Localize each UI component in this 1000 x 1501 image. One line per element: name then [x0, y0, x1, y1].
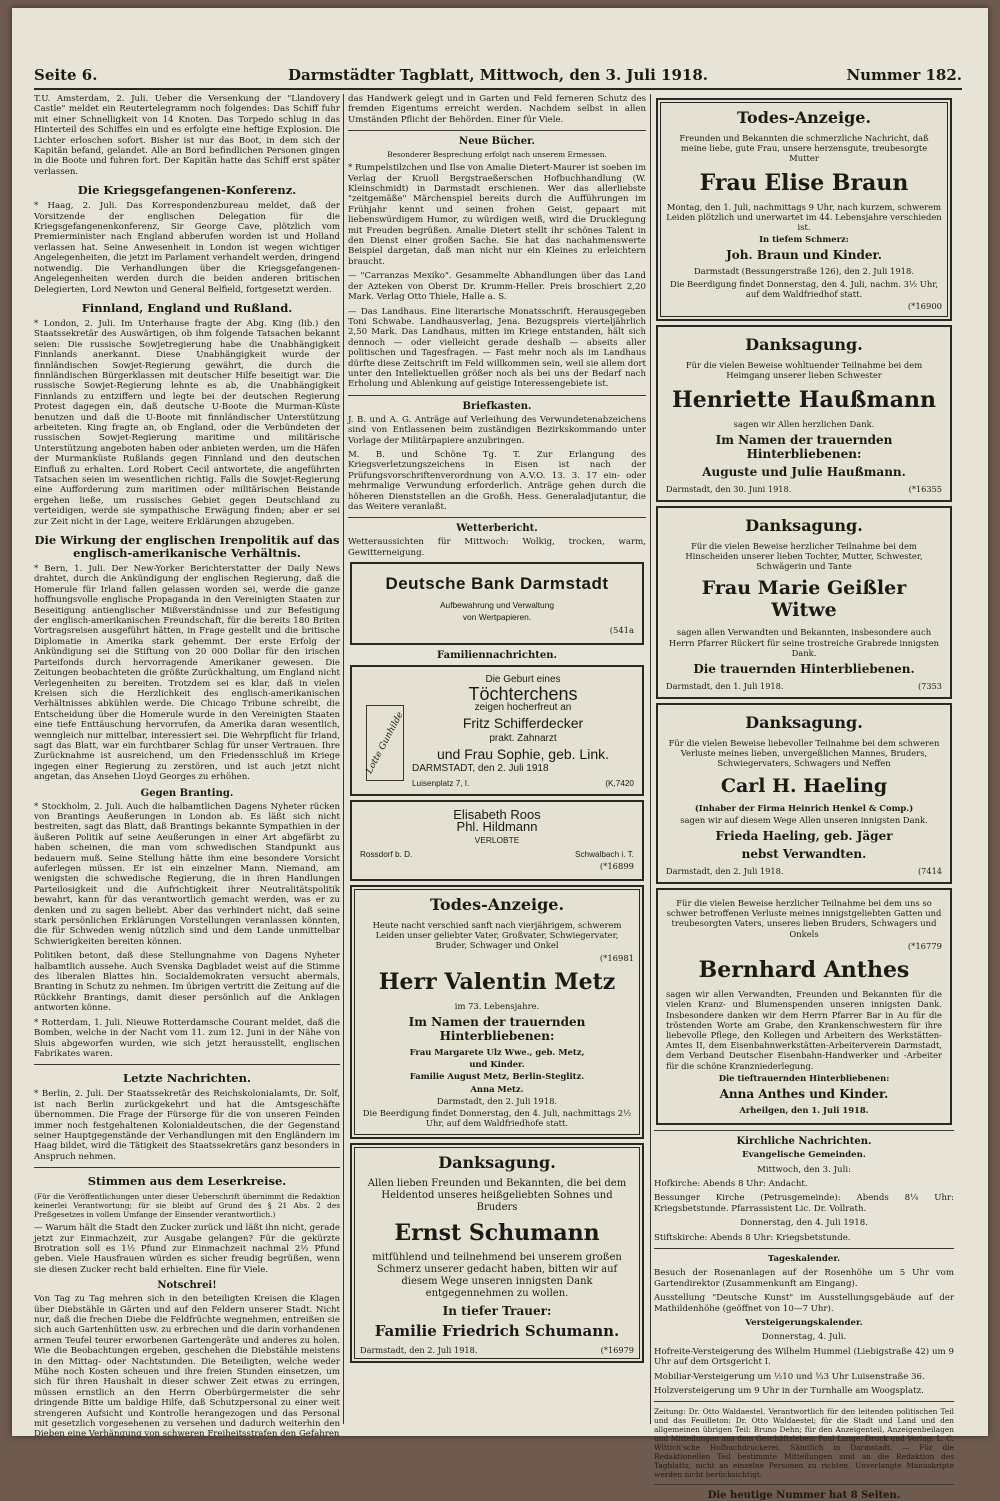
- column-rule: [343, 94, 344, 1424]
- ad-code: (K,7420: [605, 779, 634, 789]
- mourner: Anna Metz.: [470, 1083, 524, 1094]
- mourner: und Kinder.: [469, 1059, 525, 1070]
- family-name: Joh. Braun und Kinder.: [726, 248, 882, 263]
- engaged-label: VERLOBTE: [474, 834, 520, 845]
- imprint: Zeitung: Dr. Otto Waldaestel. Verantwortlich für den leitenden politischen Teil und das Feuilleton: Dr. Otto Waldaestel; für die Stadt und Land und den allgemeinen übrigen Teil: Bruno Dehn; für den Anzeigenteil, Anzeigenbeilagen und Mitteilungen aus dem Geschäftsleben: Paul Lange. Druck und Verlag: L. C. Wittich'sche Hofbuchdruckerei. Sämtlich in Darmstadt. — Für die Redaktionellen Teil bestimmte Mitteilungen sind an die Redaktion des Tagblatts, nicht an einzelne Personen zu richten. Unverlangte Manuskripte werden nicht berücksichtigt.: [654, 1407, 954, 1480]
- article-text: Von Tag zu Tag mehren sich in den beteiligten Kreisen die Klagen über Diebstähle in Gärten und auf den Feldern unserer Stadt. Nicht nur, daß die frechen Diebe die Feldfrüchte wegnehmen, entreißen sie sich auch Gartenhütten usw. zu erbrechen und die darin vorhandenen armen Teufel teurer erworbenen Gartengeräte und anderes zu holen. Wie die Beobachtungen ergeben, geschehen die Diebstähle meistens in den Mittag- oder Nachtstunden. Die Beteiligten, welche weder Mühe noch Kosten scheuen und ihre freien Stunden einsetzen, um sich für ihren Haushalt in dieser schwer Zeit etwas zu erringen, müssen ernstlich an den Herrn Oberbürgermeister die sehr dringende Bitte um baldige Hilfe, daß Schutzpersonal zu einer weit strengeren Aufsicht und Kontrolle herangezogen und das Personal mit gesetzlich vorgesehenen zu versehen und dadurch weiterhin den Dieben eine Verhängung von schweren Freiheitsstrafen den Gefahren: [34, 1294, 340, 1440]
- ad-code: (7353: [917, 681, 942, 692]
- thanks-notice-schumann: [350, 1143, 644, 1363]
- church-service: Hofkirche: Abends 8 Uhr: Andacht.: [654, 1178, 808, 1189]
- notice-footer: [360, 1345, 634, 1355]
- divider: [348, 395, 646, 396]
- bank-service: von Wertpapieren.: [462, 612, 532, 623]
- article-text: * Rotterdam, 1. Juli. Nieuwe Rotterdamsche Courant meldet, daß die Bomben, welche in der Nacht vom 11. zum 12. Juni in der Nähe von Sluis abgeworfen wurden, wie sich jetzt herausstellt, englischen Fabrikates waren.: [34, 1017, 340, 1059]
- thanks-notice-geissler: [656, 506, 952, 699]
- article-text: * Bern, 1. Juli. Der New-Yorker Berichterstatter der Daily News drahtet, durch die Ankündigung der englischen Regierung, daß die Homerule für Irland fallen gelassen worden sei, werde die ganze hoffnungsvolle englische Propaganda in den Vereinigten Staaten zur Beseitigung antienglischer Mißverständnisse und zur Befestigung der englisch-amerikanischen Freundschaft, für die bereits 180 Briten Vortragsreisen ausgeführt hätten, in Frage gestellt und die britische Diplomatie in Amerika stark gehemmt. Der erste Erfolg der Ankündigung sei die Stiftung von 20 000 Dollar für den irischen Parteifonds durch hervorragende Amerikaner gewesen. Die Zeitungen beobachteten die größte Zurückhaltung, um England nicht Verlegenheiten zu bereiten. Trotzdem sei es klar, daß in vielen Kreisen sich die Herzlichkeit des englisch-amerikanischen Verhältnisses abkühlen werde. Die Chicago Tribune schreibt, die Entscheidung über die Homerule wurde in den Vereinigten Staaten eine tiefe Enttäuschung hervorrufen, da Amerika daran wesentlich, wenngleich nur mittelbar, interessiert sei. Die Wehrpflicht für Irland, sagt das Blatt, war ein furchtbarer Schlag für unser Vertrauen. Ihre Zurücknahme ist ausreichend, um den Friedensschluß im Kriege ingegen einer Regierung zu zerstören, und ist auch jetzt nicht angetan, das Ansehen Lloyd Georges zu erhöhen.: [34, 564, 340, 783]
- section-heading: Kirchliche Nachrichten.: [736, 1136, 872, 1148]
- divider: [654, 1401, 954, 1402]
- ad-code: (*16981: [599, 952, 634, 963]
- notice-text: sagen wir Allen herzlichen Dank.: [733, 418, 875, 429]
- subheading: Versteigerungskalender.: [745, 1318, 863, 1328]
- article-heading: Neue Bücher.: [459, 136, 535, 148]
- article-text: das Handwerk gelegt und in Garten und Feld ferneren Schutz des fremden Eigentums erreicht werden. Nachdem selbst in allen Umständen Pflicht der Behörden. Einer für Viele.: [348, 94, 646, 125]
- column-right: [654, 94, 954, 1501]
- notice-date: Darmstadt (Bessungerstraße 126), den 2. Juli 1918.: [693, 266, 914, 277]
- article-heading: Wetterbericht.: [456, 523, 538, 535]
- column-middle: [348, 94, 646, 1426]
- notice-footer: [666, 866, 942, 876]
- ad-code: (7414: [917, 866, 942, 877]
- article-text: Wetteraussichten für Mittwoch: Wolkig, trocken, warm, Gewitterneigung.: [348, 537, 646, 558]
- notice-footer: [666, 484, 942, 494]
- article-heading: Stimmen aus dem Leserkreise.: [87, 1174, 287, 1189]
- article-text: T.U. Amsterdam, 2. Juli. Ueber die Versenkung der "Llandovery Castle" meldet ein Reutertelegramm noch folgendes: Das Schiff fuhr mit einer Schnelligkeit von 14 Knoten. Das Torpedo schlug in das Hinterteil des Schiffes ein und es erfolgte eine heftige Explosion. Die Lichter erloschen sofort. Bisher ist nur das Boot, in dem sich der Kapitän befand, gelandet. Alle an Bord befindlichen Personen gingen in die Boote und fuhren fort. Der Kapitän hatte das Schiff erst später verlassen.: [34, 94, 340, 177]
- deceased-name: Frau Marie Geißler Witwe: [701, 577, 907, 622]
- death-notice-metz: [350, 885, 644, 1138]
- section-heading: Familiennachrichten.: [437, 649, 557, 661]
- section-heading: Tageskalender.: [767, 1253, 841, 1264]
- notice-date: Darmstadt, den 2. Juli 1918.: [436, 1095, 558, 1106]
- notice-text: Allen lieben Freunden und Bekannten, die bei dem Heldentod unseres heißgeliebten Sohnes und Bruders: [367, 1177, 627, 1213]
- issue-number: Nummer 182.: [846, 66, 962, 84]
- notice-title: Todes-Anzeige.: [736, 108, 872, 127]
- deceased-name: Herr Valentin Metz: [378, 968, 616, 995]
- deceased-age: im 73. Lebensjahre.: [454, 1000, 540, 1011]
- place-right: Schwalbach i. T.: [574, 849, 634, 859]
- birth-announcement: [350, 665, 644, 796]
- article-heading: Die Wirkung der englischen Irenpolitik auf das englisch-amerikanische Verhältnis.: [34, 533, 340, 561]
- divider: [348, 517, 646, 518]
- divider: [348, 130, 646, 131]
- deceased-name: Frau Elise Braun: [699, 169, 909, 196]
- article-text: * Haag, 2. Juli. Das Korrespondenzbureau meldet, daß der Vorsitzende der englischen Delegation für die Kriegsgefangenenkonferenz, Sir George Cave, plötzlich vom Premierminister nach England abberufen worden ist und Holland verlassen hat. Seine Anwesenheit in London ist wegen wichtiger Angelegenheiten, die jetzt im Parlament verhandelt werden, dringend notwendig. Die Verhandlungen über die Kriegsgefangenen-Angelegenheiten werden durch die beiden anderen britischen Delegierten, Lord Newton und General Belfield, fortgesetzt werden.: [34, 201, 340, 295]
- notice-text: Heute nacht verschied sanft nach vierjährigem, schwerem Leiden unser geliebter Vater, Großvater, Schwiegervater, Bruder, Schwager und Onkel: [372, 920, 622, 951]
- ad-code: (*16979: [600, 1344, 634, 1355]
- burial-info: Die Beerdigung findet Donnerstag, den 4. Juli, nachm. 3½ Uhr, auf dem Waldfriedhof statt.: [670, 278, 938, 299]
- church-date: Donnerstag, den 4. Juli 1918.: [740, 1218, 868, 1229]
- notice-date: Darmstadt, den 30. Juni 1918.: [666, 483, 792, 494]
- calendar-entry: Holzversteigerung um 9 Uhr in der Turnhalle am Woogsplatz.: [654, 1386, 924, 1397]
- parent-title: prakt. Zahnarzt: [489, 732, 557, 744]
- article-text: Politiken betont, daß diese Stellungnahme von Dagens Nyheter halbamtlich aussehe. Auch Svenska Dagbladet weist auf die Stimme des liberalen Blattes hin. Socialdemokraten versucht abermals, Branting in Schutz zu nehmen. Im übrigen vertritt die Zeitung auf die Rückkehr Brantings, damit dieser persönlich auf die Anklagen antworten könne.: [34, 951, 340, 1014]
- deceased-name: Ernst Schumann: [394, 1219, 600, 1246]
- bank-name: Deutsche Bank Darmstadt: [385, 574, 609, 594]
- subheading: Evangelische Gemeinden.: [742, 1150, 866, 1161]
- divider: [654, 1130, 954, 1131]
- article-heading: Letzte Nachrichten.: [123, 1071, 251, 1086]
- article-text: — Warum hält die Stadt den Zucker zurück und läßt ihn nicht, gerade jetzt zur Einmachzeit, zur Ausgabe gelangen? Für die gekürzte Brotration soll es 1½ Pfund zur Einmachzeit nachmal 2½ Pfund geben. Viele Hausfrauen würden es sicher freudig begrüßen, wenn sie diesen Zucker recht bald erhielten. Eine für Viele.: [34, 1223, 340, 1275]
- name-stamp: [366, 705, 404, 781]
- mourner: Frieda Haeling, geb. Jäger: [715, 829, 893, 844]
- fiancee-name: Elisabeth Roos: [453, 807, 541, 823]
- family-name: Anna Anthes und Kinder.: [719, 1086, 889, 1101]
- church-service: Stiftskirche: Abends 8 Uhr: Kriegsbetstunde.: [654, 1232, 851, 1243]
- notice-title: Danksagung.: [438, 1152, 556, 1172]
- notice-title: Danksagung.: [745, 335, 863, 355]
- mourners-heading: In tiefer Trauer:: [442, 1303, 552, 1318]
- notice-text: Freunden und Bekannten die schmerzliche Nachricht, daß meine liebe, gute Frau, unsere herzensgute, treubesorgte Mutter: [679, 133, 929, 164]
- ad-code: (*16779: [907, 940, 942, 951]
- ad-code: (*16355: [908, 483, 942, 494]
- parent-name: Fritz Schifferdecker: [462, 715, 584, 732]
- notice-text: Für die vielen Beweise herzlicher Teilnahme bei dem uns so schwer betroffenen Verluste meines innigstgeliebten Gatten und treubesorgten Vaters, unseres lieben Bruders, Schwagers und Onkels: [666, 898, 942, 939]
- fiance-name: Phl. Hildmann: [456, 819, 538, 835]
- divider: [34, 1167, 340, 1168]
- mourner: Frau Margarete Ulz Wwe., geb. Metz,: [409, 1047, 585, 1058]
- calendar-date: Donnerstag, 4. Juli.: [761, 1332, 847, 1343]
- article-text: * Berlin, 2. Juli. Der Staatssekretär des Reichskolonialamts, Dr. Solf, ist nach Berlin zurückgekehrt und hat die Amtsgeschäfte übernommen. Die Frage der Fürsorge für die von unseren Feinden immer noch festgehaltenen Kolonialdeutschen, die der Gegenstand seiner Hauptgegenstände der Verhandlungen mit den Engländern im Haag bildet, wird die Tätigkeit des Staatssekretärs ganz besonders in Anspruch nehmen.: [34, 1089, 340, 1162]
- calendar-entry: Ausstellung "Deutsche Kunst" im Ausstellungsgebäude auf der Mathildenhöhe (geöffnet von 10—7 Uhr).: [654, 1293, 954, 1314]
- notice-title: Todes-Anzeige.: [429, 895, 565, 915]
- baby-name: Lotte Gunhilde: [364, 710, 406, 776]
- church-date: Mittwoch, den 3. Juli:: [757, 1164, 851, 1175]
- column-left: [34, 94, 340, 1440]
- notice-text: Für die vielen Beweise wohltuender Teilnahme bei dem Heimgang unserer lieben Schwester: [685, 360, 923, 381]
- engagement-announcement: [350, 800, 644, 881]
- company-note: (Inhaber der Firma Heinrich Henkel & Comp.): [694, 802, 914, 813]
- mourners-heading: Im Namen der trauernden Hinterbliebenen:: [715, 432, 893, 461]
- article-heading: Finnland, England und Rußland.: [81, 300, 293, 315]
- ad-code: (*16899: [599, 860, 634, 871]
- ad-code: (541a: [609, 624, 634, 635]
- mourners-heading: In tiefem Schmerz:: [759, 234, 849, 245]
- divider: [34, 1064, 340, 1065]
- newspaper-page: [12, 8, 988, 1501]
- parent-name: und Frau Sophie, geb. Link.: [436, 745, 609, 762]
- article-text: — Das Landhaus. Eine literarische Monatsschrift. Herausgegeben Toni Schwabe. Landhausverlag, Jena. Bezugspreis vierteljährlich 2,50 Mark. Das Landhaus, mitten im Kriege entstanden, hält sich dennoch — oder vielleicht gerade deshalb — abseits aller politischen und Tagesfragen. — Fast mehr noch als im Landhaus dürfte diese Zeitschrift im Feld willkommen sein, weil sie allem dort unter den Intellektuellen größer noch als bei uns der Bedarf nach Erholung und Ablenkung auf geistige Interessengebiete ist.: [348, 306, 646, 390]
- notice-text: Für die vielen Beweise liebevoller Teilnahme bei dem schweren Verluste meines lieben, unvergeßlichen Mannes, Bruders, Schwiegervaters, Schwagers und Neffen: [668, 738, 940, 769]
- birth-line: Die Geburt eines: [485, 673, 561, 685]
- thanks-notice-haeling: [656, 703, 952, 884]
- article-text: J. B. und A. G. Anträge auf Verleihung des Verwundetenabzeichens sind von Entlassenen beim zuständigen Bezirkskommando unter Vorlage der Militärpapiere anzubringen.: [348, 414, 646, 446]
- divider: [654, 1484, 954, 1485]
- article-heading: Notschrei!: [157, 1280, 217, 1292]
- notice-title: Danksagung.: [745, 515, 863, 535]
- notice-footer: [666, 681, 942, 691]
- burial-info: Die Beerdigung findet Donnerstag, den 4. Juli, nachmittags 2½ Uhr, auf dem Waldfriedhofe statt.: [362, 1108, 632, 1129]
- notice-text: sagen wir allen Verwandten, Freunden und Bekannten für die vielen Kranz- und Blumenspenden unseren innigsten Dank. Insbesondere danken wir dem Herrn Pfarrer Bar in Au für die tröstenden Worte am Grabe, den Krankenschwestern für ihre liebevolle Pflege, den Kollegen und Arbeitern des Werkstätten-Amtes II, dem Eisenbahnwerkstätten-Arbeiterverein Darmstadt, dem Verband Deutscher Eisenbahn-Handwerker und -Arbeiter für die schöne Kranzniederlegung.: [666, 989, 942, 1071]
- deceased-name: Carl H. Haeling: [720, 774, 888, 797]
- calendar-entry: Besuch der Rosenanlagen auf der Rosenhöhe um 5 Uhr vom Gartendirektor (Zusammenkunft am Eingang).: [654, 1268, 954, 1289]
- thanks-notice-haussmann: [656, 325, 952, 502]
- place-left: Rossdorf b. D.: [360, 849, 413, 859]
- notice-date: Darmstadt, den 1. Juli 1918.: [666, 681, 784, 692]
- engagement-footer: [360, 850, 634, 859]
- church-service: Bessunger Kirche (Petrusgemeinde): Abends 8¼ Uhr: Kriegsbetstunde. Pfarrassistent Lic. Dr. Vollrath.: [654, 1193, 954, 1214]
- birth-footer: [412, 779, 634, 788]
- bank-service: Aufbewahrung und Verwaltung: [439, 600, 555, 611]
- death-notice-braun: [656, 98, 952, 321]
- page-count-note: Die heutige Nummer hat 8 Seiten.: [707, 1490, 901, 1501]
- mourner: nebst Verwandten.: [741, 847, 867, 862]
- editorial-note: Besonderer Besprechung erfolgt nach unserem Ermessen.: [387, 150, 607, 160]
- family-name: Auguste und Julie Haußmann.: [702, 464, 906, 479]
- bank-advertisement: [350, 562, 644, 645]
- article-text: * Stockholm, 2. Juli. Auch die halbamtlichen Dagens Nyheter rücken von Brantings Aeußerungen in London ab. Es läßt sich nicht bestreiten, sagt das Blatt, daß Brantings bekannte Sympathien in der äußeren Politik auf seine Aeußerungen in einer Art abgefärbt zu haben scheinen, die man vom schwedischen Standpunkt aus bedauern muß. Seine Stellung hätte ihm eine besondere Vorsicht auferlegen müssen. Er ist ein einzelner Mann. Niemand, am wenigsten die schwedische Regierung, die in ihren Handlungen Parteilosigkeit und die Aufrichtigkeit ihrer Neutralitätspolitik bewahrt, kann für das verantwortlich gemacht werden, was er zu denken und zu sagen beliebt. Aber das verhindert nicht, daß seine stark persönlichen Erklärungen Vorstellungen veranlassen könnten, die für Schweden wenig nützlich sind und dem Lande unmittelbar Schwierigkeiten bereiten können.: [34, 801, 340, 947]
- article-heading: Gegen Branting.: [140, 787, 234, 799]
- deceased-name: Bernhard Anthes: [698, 957, 910, 984]
- birth-child: Töchterchens: [468, 684, 578, 705]
- notice-date: Arheilgen, den 1. Juli 1918.: [739, 1104, 869, 1115]
- article-heading: Die Kriegsgefangenen-Konferenz.: [77, 183, 297, 198]
- family-name: Familie Friedrich Schumann.: [374, 1321, 620, 1340]
- article-text: M. B. und Schöne Tg. T. Zur Erlangung des Kriegsverletzungszeichens in Eisen ist nach der Prüfungsvorschriftenverordnung von A.V.O. 13. 3. 17 ein- oder mehrmalige Verwundung erforderlich. Anträge gehen durch die höheren Dienststellen an die Großh. Hess. Generaladjutantur, die das Weitere veranlaßt.: [348, 449, 646, 512]
- birth-place: DARMSTADT, den 2. Juli 1918: [412, 763, 549, 775]
- notice-text: Montag, den 1. Juli, nachmittags 9 Uhr, nach kurzem, schwerem Leiden plötzlich und unerwartet im 44. Lebensjahre verschieden ist.: [666, 201, 942, 233]
- ad-code: (*16900: [907, 301, 942, 312]
- column-rule: [650, 94, 651, 1424]
- editorial-note: (Für die Veröffentlichungen unter dieser Ueberschrift übernimmt die Redaktion keinerlei Verantwortung; für sie bleibt auf Grund des § 21 Abs. 2 des Preßgesetzes in vollem Umfange der Einsender verantwortlich.): [34, 1192, 340, 1220]
- divider: [654, 1248, 954, 1249]
- mourners-heading: Im Namen der trauernden Hinterbliebenen:: [408, 1015, 586, 1044]
- notice-date: Darmstadt, den 2. Juli 1918.: [360, 1344, 478, 1355]
- notice-text: mitfühlend und teilnehmend bei unserem großen Schmerz unserer gedacht haben, bitten wir auf diesem Wege unseren innigsten Dank entgegennehmen zu wollen.: [372, 1251, 622, 1299]
- birth-address: Luisenplatz 7, I.: [412, 779, 470, 789]
- notice-text: sagen wir auf diesem Wege Allen unseren innigsten Dank.: [680, 814, 928, 825]
- page-header: [34, 58, 962, 90]
- article-text: * Rumpelstilzchen und Ilse von Amalie Dietert-Maurer ist soeben im Verlag der Kruoll Bergstraeßerschen Hofbuchhandlung (W. Kleinschmidt) in Darmstadt erschienen. Wer das allerliebste "zeitgemäße" Märchenspiel bereits durch die Aufführungen im Frühjahr kennt und seinen frohen Geist, gepaart mit liebenswürdigem Humor, zu würdigen weiß, wird die Drucklegung mit Freuden begrüßen. Amalie Dietert stellt ihr schönes Talent in den Dienst einer großen Sache. Sie hat das nachahmenswerte Beispiel dargetan, daß man nicht nur ein Kleines zu erleichtern braucht.: [348, 163, 646, 267]
- page-number: Seite 6.: [34, 66, 98, 84]
- article-text: — "Carranzas Mexiko". Gesammelte Abhandlungen über das Land der Azteken von Oberst Dr. Krumm-Heller. Preis broschiert 2,20 Mark. Verlag Otto Thiele, Halle a. S.: [348, 271, 646, 303]
- notice-title: Danksagung.: [745, 713, 863, 733]
- calendar-entry: Hofreite-Versteigerung des Wilhelm Hummel (Liebigstraße 42) um 9 Uhr auf dem Ortsgericht I.: [654, 1346, 954, 1368]
- calendar-entry: Mobiliar-Versteigerung um ½10 und ⅓3 Uhr Luisenstraße 36.: [654, 1371, 925, 1382]
- thanks-notice-anthes: [656, 888, 952, 1125]
- notice-text: Für die vielen Beweise herzlicher Teilnahme bei dem Hinscheiden unserer lieben Tochter, Mutter, Schwester, Schwägerin und Tante: [685, 540, 923, 572]
- mourners-heading: Die tieftrauernden Hinterbliebenen:: [718, 1072, 890, 1083]
- article-text: * London, 2. Juli. Im Unterhause fragte der Abg. King (lib.) den Staatssekretär des Auswärtigen, ob ihm folgende Tatsachen bekannt seien: Die russische Sowjetregierung habe die Unabhängigkeit Finnlands anerkannt. Diese Unabhängigkeit wurde der finnländischen Sowjet-Regierung gewährt, die durch die finnländischen Bürgerklassen mit deutscher Hilfe beseitigt war. Die russische Sowjet-Regierung lehnte es ab, die Unabhängigkeit Finnlands zu entziffern und legte bei der deutschen Regierung Protest dagegen ein, daß deutsche U-Boote die Murman-Küste benutzen und daß die U-Boote mit finnländischer Unterstützung arbeiteten. King fragte an, ob England, oder die Verbündeten der russischen Sowjet-Regierung maritime und militärische Unterstützung angeboten haben oder anbieten werden, um die Häfen der Murmanküste Rußlands gegen Finnland und den deutschen Einfluß zu erhalten. Lord Robert Cecil antwortete, die angeführten Tatsachen seien im wesentlichen richtig. Falls die Sowjet-Regierung eine Aufforderung zum maritimen oder militärischen Beistande ergehen ließe, um russisches Gebiet gegen Deutschland zu verteidigen, werde sie sympathische Erwägung finden; aber er sei zur Zeit nicht in der Lage, weitere Erklärungen abzugeben.: [34, 318, 340, 527]
- birth-line: zeigen hocherfreut an: [474, 702, 572, 714]
- deceased-name: Henriette Haußmann: [672, 386, 936, 413]
- mourners-heading: Die trauernden Hinterbliebenen.: [693, 662, 915, 677]
- newspaper-title: Darmstädter Tagblatt, Mittwoch, den 3. Juli 1918.: [287, 66, 708, 84]
- notice-date: Darmstadt, den 2. Juli 1918.: [666, 866, 784, 877]
- notice-text: sagen allen Verwandten und Bekannten, insbesondere auch Herrn Pfarrer Rückert für seine trostreiche Grabrede innigsten Dank.: [668, 627, 940, 658]
- article-heading: Briefkasten.: [462, 400, 532, 412]
- mourner: Familie August Metz, Berlin-Steglitz.: [409, 1071, 585, 1082]
